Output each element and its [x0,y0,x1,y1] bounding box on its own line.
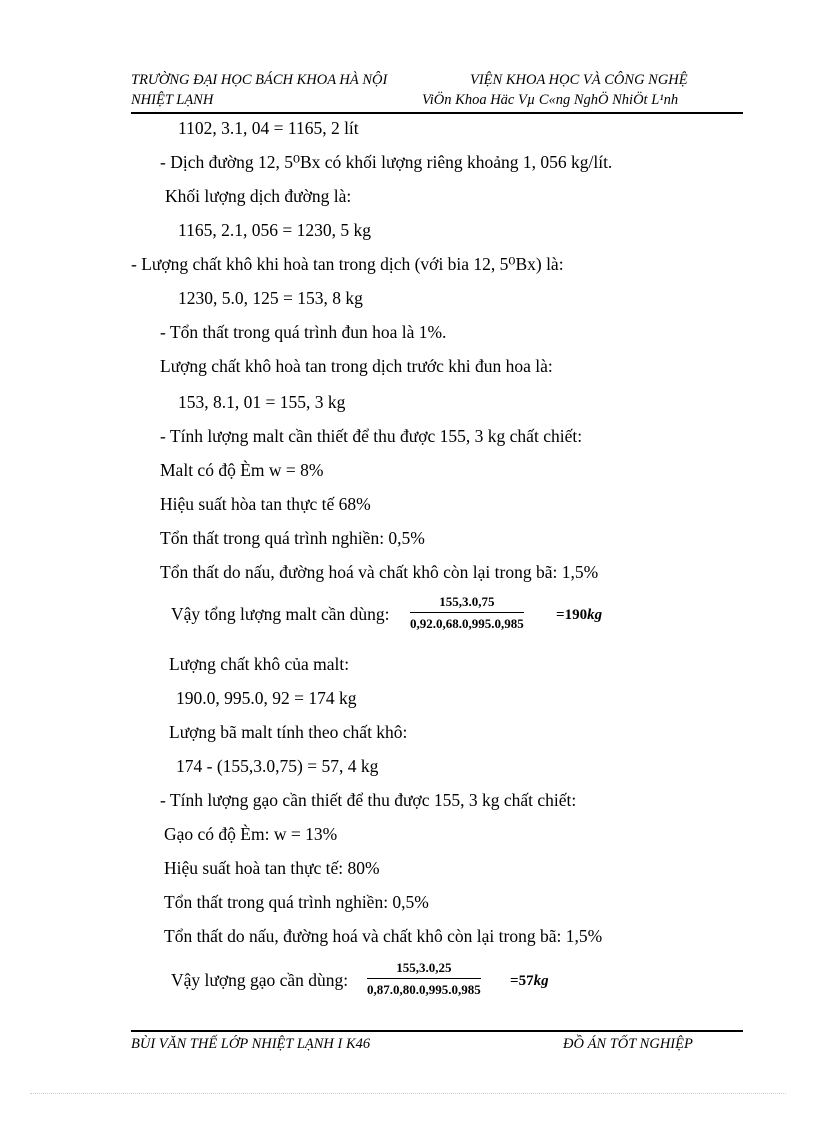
header-department: NHIỆT LẠNH [131,92,214,108]
text-line: - Lượng chất khô khi hoà tan trong dịch (với bia 12, 5⁰Bx) là: [131,254,564,274]
result-value: 190 [564,607,588,623]
text-line: Gạo có độ Èm: w = 13% [164,824,338,844]
calc-line: 153, 8.1, 01 = 155, 3 kg [178,392,346,412]
footer-author: BÙI VĂN THẾ LỚP NHIỆT LẠNH I K46 [131,1036,371,1052]
header-rule [131,112,743,114]
calc-line: 1165, 2.1, 056 = 1230, 5 kg [178,220,371,240]
footer-rule [131,1030,743,1032]
fraction-denominator: 0,87.0,80.0,995.0,985 [367,982,481,997]
text-line: Khối lượng dịch đường là: [165,186,352,206]
fraction-denominator: 0,92.0,68.0,995.0,985 [410,616,524,631]
fraction-numerator: 155,3.0,75 [410,594,524,613]
header-institute: VIỆN KHOA HỌC VÀ CÔNG NGHỆ [470,72,688,88]
result-unit: kg [587,607,603,623]
text-line: - Tính lượng gạo cần thiết để thu được 155, 3 kg chất chiết: [160,790,577,810]
header-school: TRƯỜNG ĐẠI HỌC BÁCH KHOA HÀ NỘI [131,72,388,88]
calc-line: 1102, 3.1, 04 = 1165, 2 lít [178,118,359,138]
text-line: Tổn thất trong quá trình nghiền: 0,5% [160,528,425,548]
text-line: Malt có độ Èm w = 8% [160,460,324,480]
formula-result [510,973,549,990]
text-line: Lượng bã malt tính theo chất khô: [169,722,408,742]
result-value: 57 [518,973,534,989]
header-institute-encoded: ViÖn Khoa Häc Vµ C«ng NghÖ NhiÖt L¹nh [422,92,679,108]
formula-label: Vậy tổng lượng malt cần dùng: [171,604,390,624]
text-line: Tổn thất do nấu, đường hoá và chất khô còn lại trong bã: 1,5% [160,562,599,582]
text-line: - Tổn thất trong quá trình đun hoa là 1%. [160,322,447,342]
text-line: - Tính lượng malt cần thiết để thu được 155, 3 kg chất chiết: [160,426,583,446]
text-line: Hiệu suất hoà tan thực tế: 80% [164,858,380,878]
text-line: Lượng chất khô của malt: [169,654,350,674]
equals-sign: = [556,607,565,623]
text-line: - Dịch đường 12, 5⁰Bx có khối lượng riêng khoảng 1, 056 kg/lít. [160,152,613,172]
page-bottom-edge [30,1093,786,1094]
fraction [367,960,481,998]
equals-sign: = [510,973,519,989]
result-unit: kg [533,973,549,989]
text-line: Hiệu suất hòa tan thực tế 68% [160,494,371,514]
footer-title: ĐỒ ÁN TỐT NGHIỆP [563,1036,693,1052]
formula-label: Vậy lượng gạo cần dùng: [171,970,349,990]
text-line: Tổn thất do nấu, đường hoá và chất khô còn lại trong bã: 1,5% [164,926,603,946]
fraction [410,594,524,632]
text-line: Lượng chất khô hoà tan trong dịch trước khi đun hoa là: [160,356,553,376]
calc-line: 1230, 5.0, 125 = 153, 8 kg [178,288,363,308]
text-line: Tổn thất trong quá trình nghiền: 0,5% [164,892,429,912]
calc-line: 190.0, 995.0, 92 = 174 kg [176,688,357,708]
fraction-numerator: 155,3.0,25 [367,960,481,979]
formula-result [556,607,602,624]
calc-line: 174 - (155,3.0,75) = 57, 4 kg [176,756,379,776]
